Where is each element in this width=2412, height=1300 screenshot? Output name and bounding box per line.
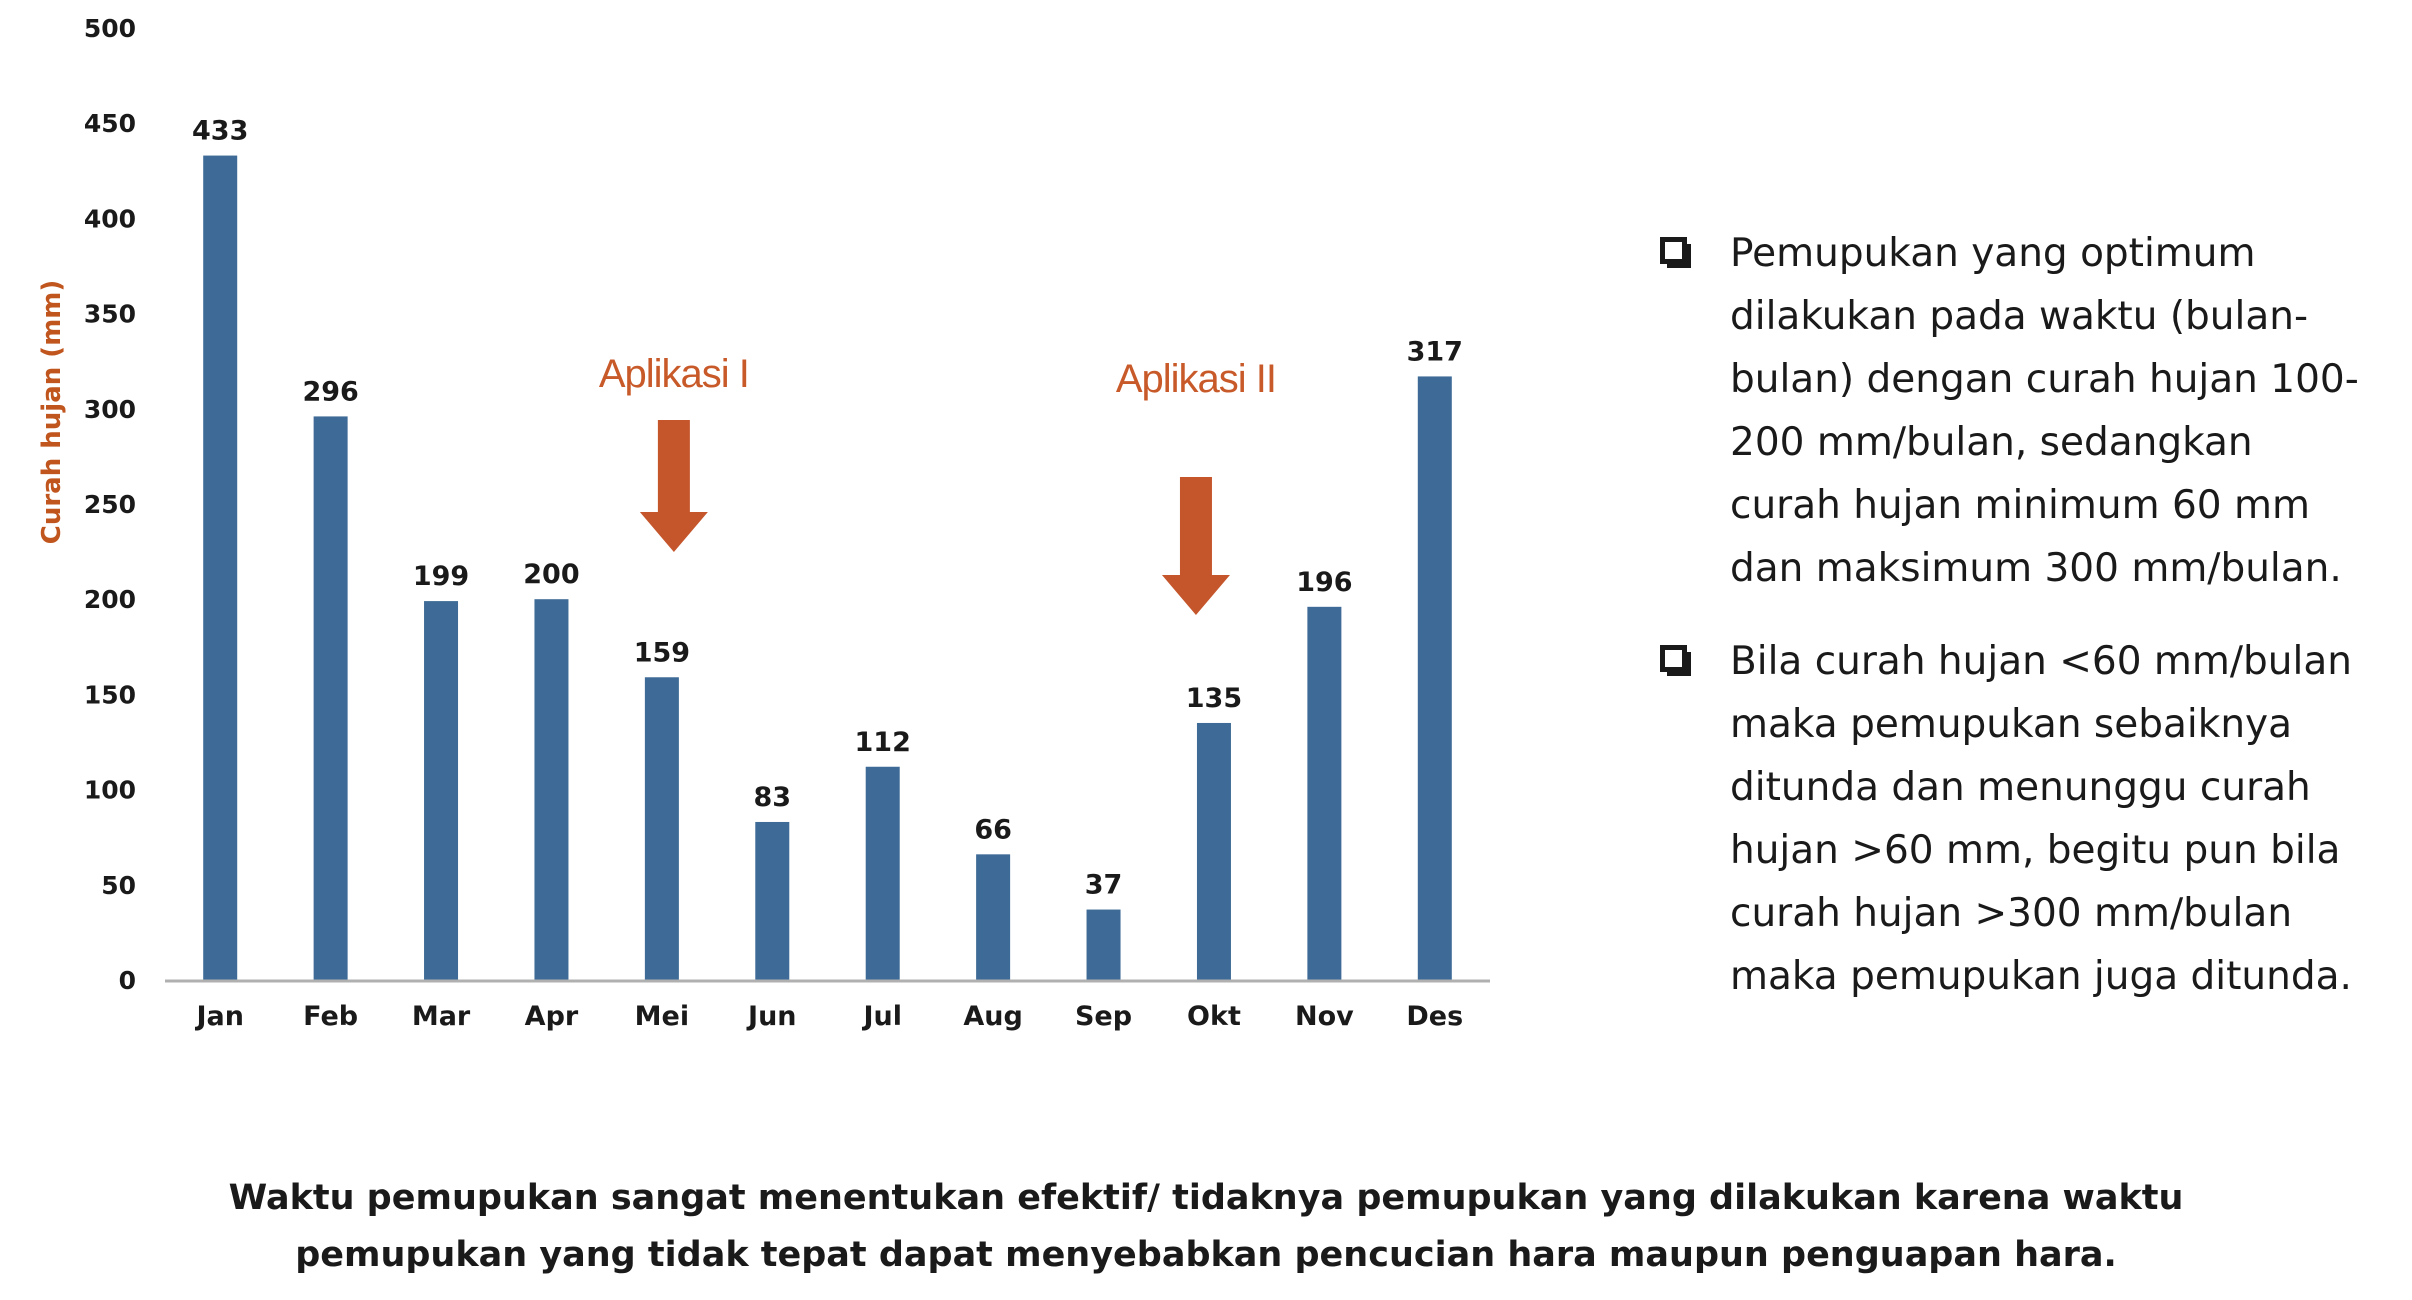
bar-mar <box>424 601 458 980</box>
x-tick-label: Nov <box>1295 1001 1354 1032</box>
bars <box>203 156 1452 980</box>
annotation-label-1: Aplikasi I <box>598 352 749 396</box>
y-tick-label: 500 <box>83 14 136 43</box>
bar-mei <box>645 677 679 980</box>
x-tick-label: Jan <box>196 1001 244 1032</box>
data-label: 66 <box>974 814 1012 846</box>
note-line: curah hujan minimum 60 mm <box>1730 483 2310 528</box>
data-label: 199 <box>412 561 470 593</box>
bar-nov <box>1307 607 1341 980</box>
bar-jun <box>755 822 789 980</box>
y-axis-label: Curah hujan (mm) <box>37 279 67 545</box>
x-axis-categories <box>194 1001 1463 1032</box>
y-tick-label: 450 <box>83 109 136 139</box>
y-tick-label: 200 <box>83 585 136 615</box>
bar-jul <box>866 767 900 980</box>
down-arrow-icon <box>1162 477 1230 615</box>
x-tick-label: Jul <box>863 1001 902 1032</box>
y-tick-label: 150 <box>83 680 136 710</box>
bar-sep <box>1087 910 1121 980</box>
data-label: 37 <box>1084 869 1123 901</box>
data-labels <box>192 116 1463 901</box>
data-label: 159 <box>633 637 691 669</box>
y-tick-label: 300 <box>83 394 136 424</box>
note-line: curah hujan >300 mm/bulan <box>1730 891 2293 936</box>
data-label: 135 <box>1185 682 1243 714</box>
note-line: bulan) dengan curah hujan 100- <box>1730 357 2359 402</box>
bar-jan <box>203 156 237 980</box>
data-label: 112 <box>854 726 911 758</box>
data-label: 196 <box>1296 566 1353 598</box>
y-tick-label: 400 <box>83 204 136 234</box>
note-line: maka pemupukan juga ditunda. <box>1730 954 2352 999</box>
bar-apr <box>534 599 568 980</box>
down-arrow-icon <box>640 420 708 552</box>
y-tick-label: 350 <box>83 299 136 329</box>
x-tick-label: Apr <box>524 1001 579 1032</box>
note-item-delay <box>1660 630 2412 1008</box>
y-tick-label: 50 <box>101 870 136 900</box>
annotation-label-2: Aplikasi II <box>1115 357 1277 401</box>
bar-okt <box>1197 723 1231 980</box>
note-text <box>1730 222 2412 600</box>
note-line: dan maksimum 300 mm/bulan. <box>1730 546 2342 591</box>
bar-aug <box>976 854 1010 980</box>
note-line: 200 mm/bulan, sedangkan <box>1730 420 2253 465</box>
x-tick-label: Okt <box>1187 1001 1241 1032</box>
y-tick-label: 100 <box>83 775 136 805</box>
caption-line: pemupukan yang tidak tepat dapat menyebabkan pencucian hara maupun penguapan hara. <box>295 1235 2117 1275</box>
note-line: ditunda dan menunggu curah <box>1730 765 2311 810</box>
data-label: 83 <box>753 781 792 813</box>
data-label: 296 <box>302 376 359 408</box>
x-tick-label: Mei <box>634 1001 690 1032</box>
x-tick-label: Aug <box>963 1001 1023 1032</box>
notes-list <box>1660 222 2412 1038</box>
y-tick-label: 0 <box>118 966 136 995</box>
x-tick-label: Mar <box>411 1001 471 1032</box>
annotations <box>599 352 1276 615</box>
x-tick-label: Jun <box>748 1001 797 1032</box>
caption-line: Waktu pemupukan sangat menentukan efektif/ tidaknya pemupukan yang dilakukan karena waktu <box>228 1178 2184 1218</box>
x-tick-label: Sep <box>1074 1001 1133 1032</box>
y-tick-label: 250 <box>83 490 136 519</box>
note-line: Pemupukan yang optimum <box>1730 231 2256 276</box>
note-line: maka pemupukan sebaiknya <box>1730 702 2293 747</box>
note-text <box>1730 630 2412 1008</box>
data-label: 433 <box>192 115 249 147</box>
y-axis-ticks <box>84 14 136 995</box>
data-label: 200 <box>523 559 580 591</box>
bar-des <box>1418 376 1452 980</box>
note-line: Bila curah hujan <60 mm/bulan <box>1730 639 2352 684</box>
checkbox-icon <box>1660 645 1687 672</box>
bar-feb <box>314 416 348 980</box>
note-item-optimum <box>1660 222 2412 600</box>
caption <box>0 1170 2412 1284</box>
x-tick-label: Feb <box>303 1001 359 1032</box>
data-label: 317 <box>1406 336 1463 368</box>
x-tick-label: Des <box>1406 1001 1464 1032</box>
note-line: hujan >60 mm, begitu pun bila <box>1730 828 2341 873</box>
checkbox-icon <box>1660 237 1687 264</box>
note-line: dilakukan pada waktu (bulan- <box>1730 294 2309 339</box>
